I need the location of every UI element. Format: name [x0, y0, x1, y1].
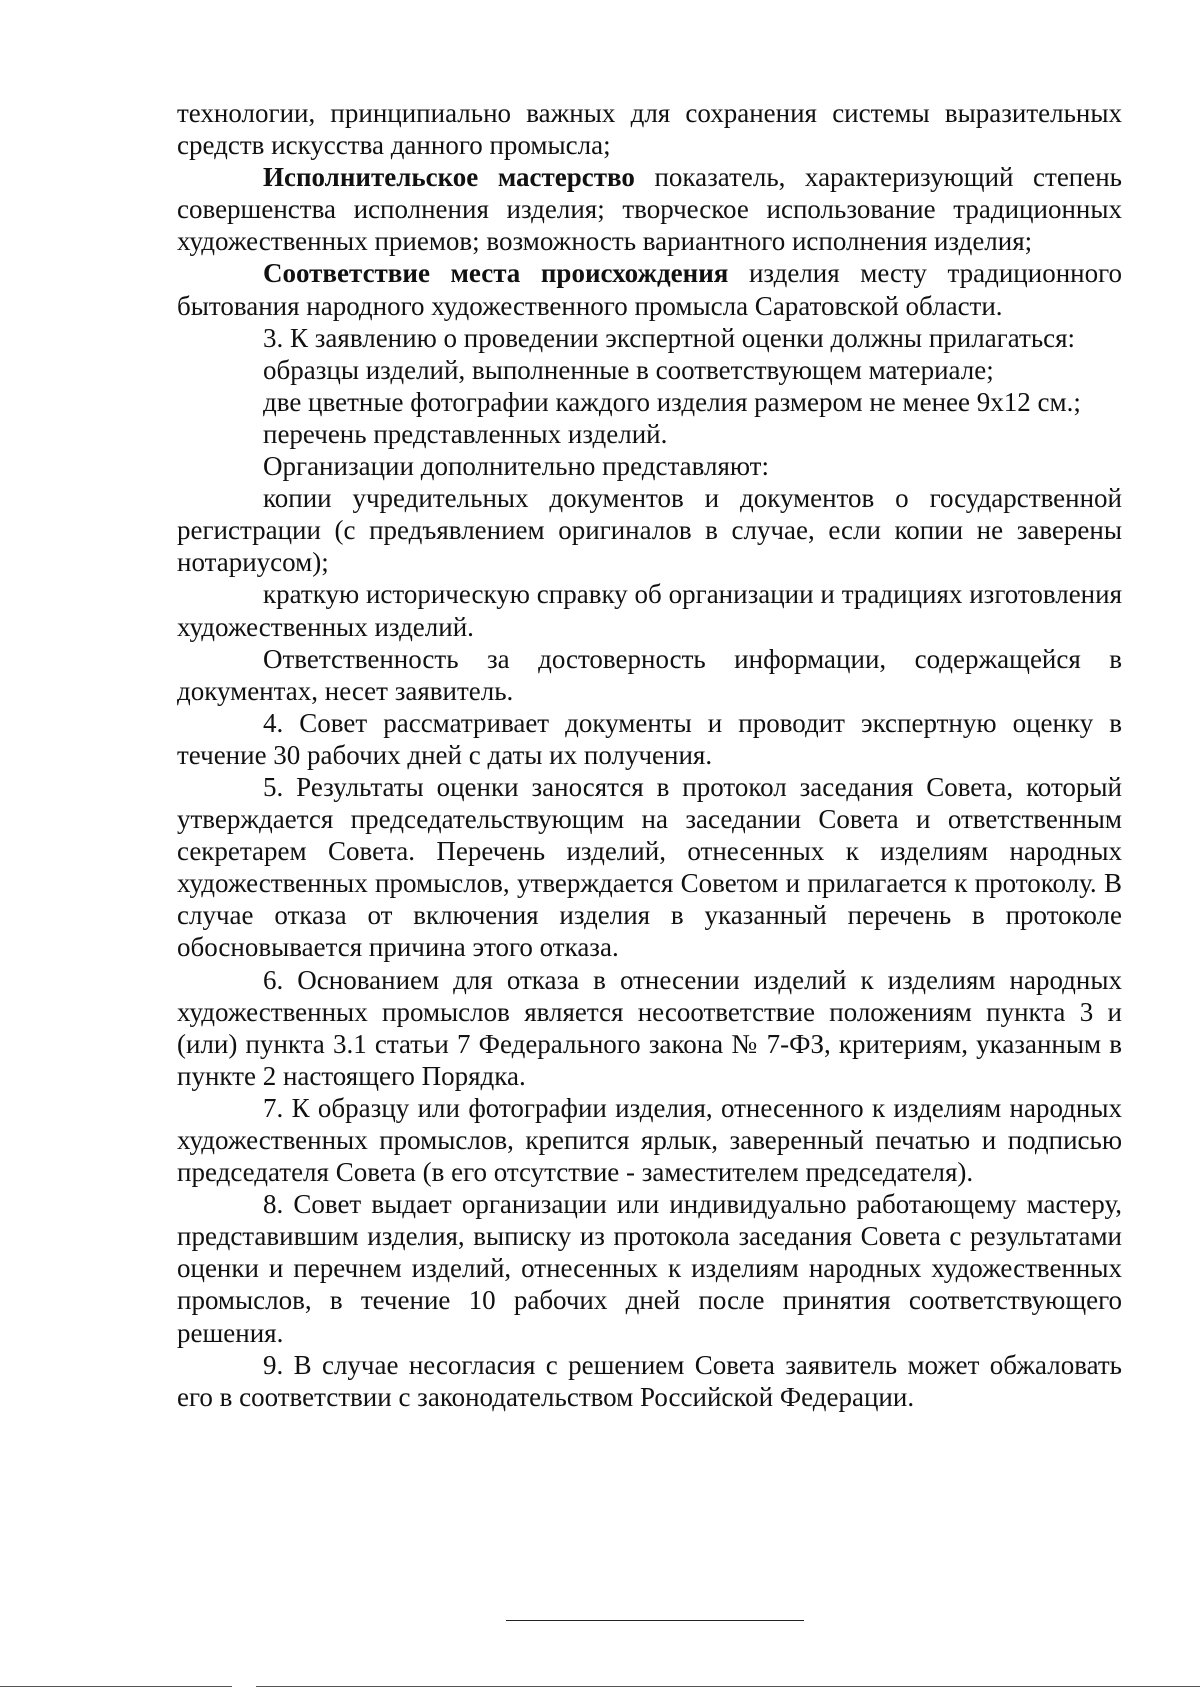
paragraph-samples: образцы изделий, выполненные в соответствующем материале;	[263, 354, 994, 385]
term-origin-compliance: Соответствие места происхождения	[263, 258, 729, 289]
paragraph-item-8: 8. Совет выдает организации или индивидуально работающему мастеру, представившим изделия, выписку из протокола заседания Совета с результатами оценки и перечнем изделий, отнесенных к изделиям народных художественных промыслов, в течение 10 рабочих дней после принятия соответствующего решения.	[177, 1189, 1122, 1348]
scan-edge-line-right	[256, 1686, 1200, 1687]
definition-performance-skill: показатель, характеризующий степень совершенства исполнения изделия; творческое использование традиционных художественных приемов; возможность вариантного исполнения изделия;	[177, 162, 1122, 257]
paragraph-item-3: 3. К заявлению о проведении экспертной оценки должны прилагаться:	[263, 322, 1076, 353]
paragraph-photos: две цветные фотографии каждого изделия размером не менее 9x12 см.;	[263, 386, 1081, 417]
paragraph-continuation: технологии, принципиально важных для сохранения системы выразительных средств искусства данного промысла;	[177, 98, 1122, 161]
paragraph-item-6: 6. Основанием для отказа в отнесении изделий к изделиям народных художественных промыслов является несоответствие положениям пункта 3 и (или) пункта 3.1 статьи 7 Федерального закона № 7-ФЗ, критериям, указанным в пункте 2 настоящего Порядка.	[177, 964, 1122, 1091]
paragraph-copies: копии учредительных документов и документов о государственной регистрации (с предъявлением оригиналов в случае, если копии не заверены нотариусом);	[177, 483, 1122, 578]
paragraph-item-5: 5. Результаты оценки заносятся в протокол заседания Совета, который утверждается председательствующим на заседании Совета и ответственным секретарем Совета. Перечень изделий, отнесенных к изделиям народных художественных промыслов, утверждается Советом и прилагается к протоколу. В случае отказа от включения изделия в указанный перечень в протоколе обосновывается причина этого отказа.	[177, 771, 1122, 963]
paragraph-item-9: 9. В случае несогласия с решением Совета заявитель может обжаловать его в соответствии с законодательством Российской Федерации.	[177, 1349, 1122, 1412]
end-rule-divider	[506, 1620, 804, 1621]
paragraph-list: перечень представленных изделий.	[263, 418, 668, 449]
paragraph-origin-compliance	[177, 257, 1122, 321]
definition-origin-compliance: изделия месту традиционного бытования народного художественного промысла Саратовской области.	[177, 258, 1123, 321]
paragraph-history: краткую историческую справку об организации и традициях изготовления художественных изделий.	[177, 579, 1122, 642]
scan-edge-line-left	[0, 1686, 232, 1687]
paragraph-performance-skill	[177, 161, 1122, 257]
paragraph-organizations: Организации дополнительно представляют:	[263, 451, 769, 482]
paragraph-item-7: 7. К образцу или фотографии изделия, отнесенного к изделиям народных художественных промыслов, крепится ярлык, заверенный печатью и подписью председателя Совета (в его отсутствие - заместителем председателя).	[177, 1092, 1122, 1188]
document-body	[177, 97, 1122, 1413]
term-performance-skill: Исполнительское мастерство	[263, 162, 635, 193]
paragraph-responsibility: Ответственность за достоверность информации, содержащейся в документах, несет заявитель.	[177, 643, 1122, 706]
paragraph-item-4: 4. Совет рассматривает документы и проводит экспертную оценку в течение 30 рабочих дней с даты их получения.	[177, 707, 1122, 770]
